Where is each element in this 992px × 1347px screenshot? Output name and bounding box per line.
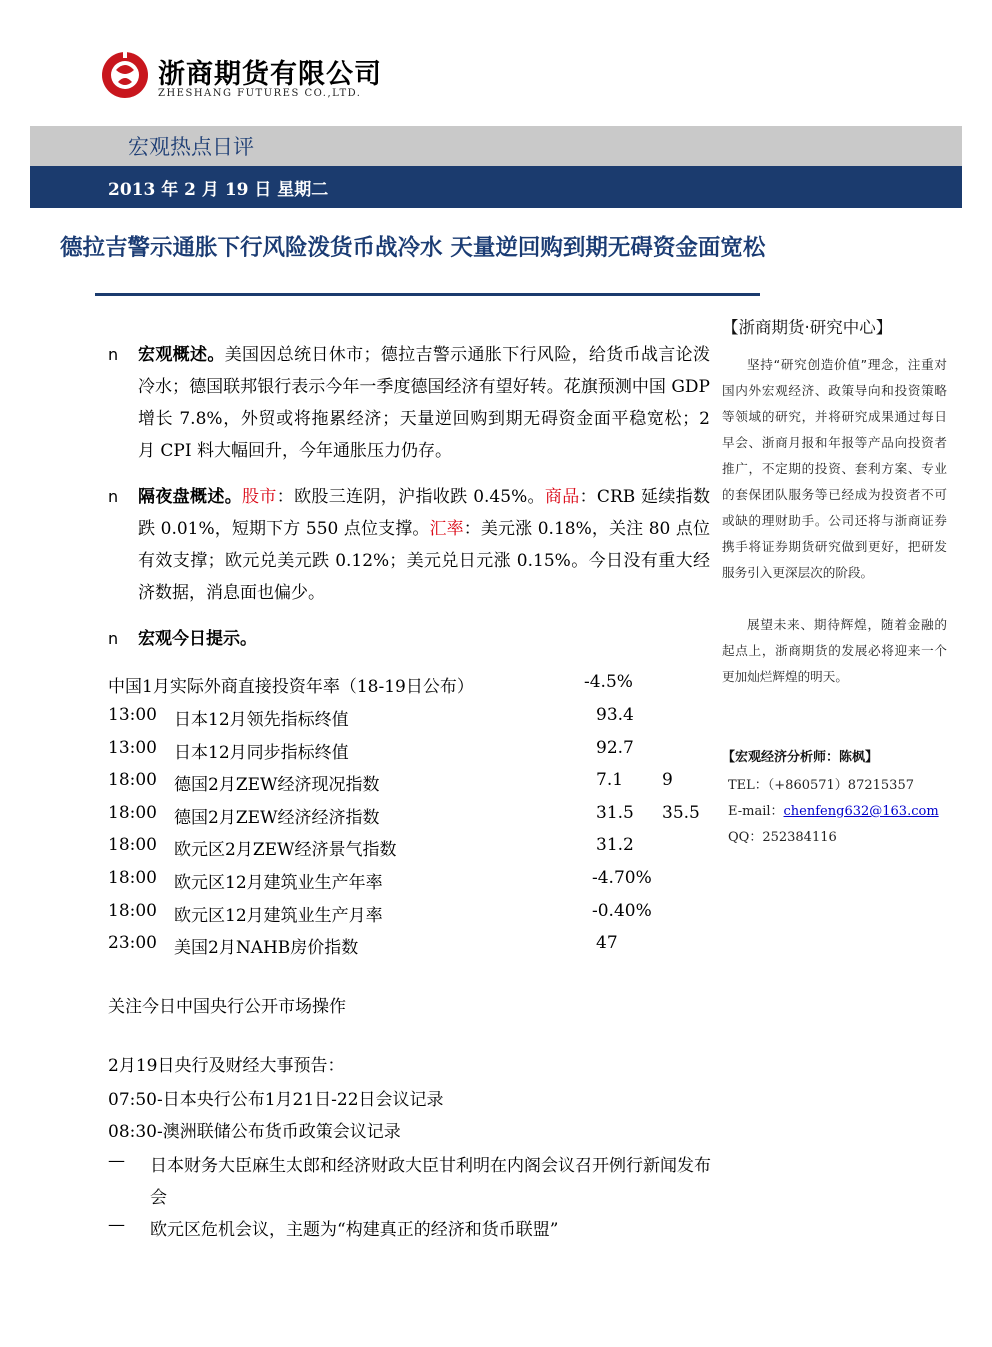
schedule-forecast: 35.5 xyxy=(662,803,700,823)
today-tips-label: 宏观今日提示。 xyxy=(138,629,257,649)
macro-overview xyxy=(138,339,710,467)
schedule-value: -0.40% xyxy=(592,901,652,921)
schedule-value: 7.1 xyxy=(596,770,624,790)
schedule-item: 欧元区12月建筑业生产月率 xyxy=(174,906,383,926)
sidebar-title: 【浙商期货·研究中心】 xyxy=(722,318,893,337)
commodity-label: 商品 xyxy=(544,487,580,507)
analyst-name: 【宏观经济分析师：陈枫】 xyxy=(722,750,879,765)
overnight-label: 隔夜盘概述。 xyxy=(138,487,243,507)
event-item: 08:30-澳洲联储公布货币政策会议记录 xyxy=(108,1122,401,1142)
sidebar-intro: 坚持“研究创造价值”理念，注重对国内外宏观经济、政策导向和投资策略等领域的研究，并将研究成果通过每日早会、浙商月报和年报等产品向投资者推广，不定期的投资、套利方案、专业的套保团队服务等已经成为投资者不可或缺的理财助手。公司还将与浙商证券携手将证券期货研究做到更好，把研发服务引入更深层次的阶段。 xyxy=(722,357,947,580)
schedule-value: 31.5 xyxy=(596,803,634,823)
schedule-value: 93.4 xyxy=(596,705,634,725)
schedule-value: 31.2 xyxy=(596,835,634,855)
schedule-first-item: 中国1月实际外商直接投资年率（18-19日公布） xyxy=(108,677,474,697)
schedule-time: 23:00 xyxy=(108,933,157,953)
company-name-en: ZHESHANG FUTURES CO.,LTD. xyxy=(158,88,362,99)
stock-label: 股市 xyxy=(242,487,277,507)
pboc-note: 关注今日中国央行公开市场操作 xyxy=(108,997,346,1017)
dash-marker: — xyxy=(108,1215,125,1235)
event-item: 欧元区危机会议，主题为“构建真正的经济和货币联盟” xyxy=(150,1220,559,1240)
schedule-time: 13:00 xyxy=(108,738,157,758)
fx-label: 汇率 xyxy=(429,519,464,539)
schedule-time: 18:00 xyxy=(108,770,157,790)
macro-overview-text: 美国因总统日休市；德拉吉警示通胀下行风险，给货币战言论泼冷水；德国联邦银行表示今年一季度德国经济有望好转。花旗预测中国 GDP 增长 7.8%，外贸或将拖累经济；天量逆回购到期无碍资金面平稳宽松；2 月 CPI 料大幅回升，今年通胀压力仍存。 xyxy=(138,345,710,461)
schedule-item: 德国2月ZEW经济经济指数 xyxy=(174,808,380,828)
schedule-value: 92.7 xyxy=(596,738,634,758)
report-headline: 德拉吉警示通胀下行风险泼货币战冷水 天量逆回购到期无碍资金面宽松 xyxy=(60,235,766,261)
report-date: 2013 年 2 月 19 日 星期二 xyxy=(108,180,329,200)
event-item: 07:50-日本央行公布1月21日-22日会议记录 xyxy=(108,1090,444,1110)
event-item: 日本财务大臣麻生太郎和经济财政大臣甘利明在内阁会议召开例行新闻发布会 xyxy=(150,1156,711,1208)
headline-divider xyxy=(95,293,760,296)
sidebar-outlook: 展望未来、期待辉煌，随着金融的起点上，浙商期货的发展必将迎来一个更加灿烂辉煌的明天。 xyxy=(722,617,947,684)
overnight-overview xyxy=(138,481,710,609)
schedule-time: 18:00 xyxy=(108,835,157,855)
series-title: 宏观热点日评 xyxy=(128,135,254,159)
schedule-item: 日本12月同步指标终值 xyxy=(174,743,349,763)
schedule-time: 13:00 xyxy=(108,705,157,725)
stock-text: ：欧股三连阴，沪指收跌 0.45%。 xyxy=(276,487,545,507)
schedule-value: 47 xyxy=(596,933,618,953)
company-name-cn: 浙商期货有限公司 xyxy=(158,59,382,90)
macro-overview-label: 宏观概述。 xyxy=(138,345,225,365)
email-link[interactable]: chenfeng632@163.com xyxy=(783,804,939,819)
schedule-forecast: 9 xyxy=(662,770,673,790)
schedule-time: 18:00 xyxy=(108,803,157,823)
contact-qq: QQ：252384116 xyxy=(728,830,837,845)
commodity-text: ：CRB 延续指数跌 0.01%，短期下方 550 点位支撑。 xyxy=(138,487,710,539)
schedule-first-value: -4.5% xyxy=(584,672,633,692)
schedule-time: 18:00 xyxy=(108,868,157,888)
schedule-item: 日本12月领先指标终值 xyxy=(174,710,349,730)
schedule-item: 欧元区2月ZEW经济景气指数 xyxy=(174,840,397,860)
bullet-icon: n xyxy=(108,629,119,648)
dash-marker: — xyxy=(108,1151,125,1171)
contact-email xyxy=(728,800,939,819)
schedule-item: 德国2月ZEW经济现况指数 xyxy=(174,775,380,795)
contact-tel: TEL：（+860571）87215357 xyxy=(728,778,914,793)
bullet-icon: n xyxy=(108,345,119,364)
fx-text: ：美元涨 0.18%，关注 80 点位有效支撑；欧元兑美元跌 0.12%；美元兑日元涨 0.15%。今日没有重大经济数据，消息面也偏少。 xyxy=(138,519,711,603)
company-logo-icon xyxy=(100,50,150,100)
schedule-item: 美国2月NAHB房价指数 xyxy=(174,938,359,958)
preview-title: 2月19日央行及财经大事预告： xyxy=(108,1056,345,1076)
bullet-icon: n xyxy=(108,487,119,506)
email-label: E-mail： xyxy=(728,804,784,819)
schedule-item: 欧元区12月建筑业生产年率 xyxy=(174,873,383,893)
schedule-time: 18:00 xyxy=(108,901,157,921)
schedule-value: -4.70% xyxy=(592,868,652,888)
